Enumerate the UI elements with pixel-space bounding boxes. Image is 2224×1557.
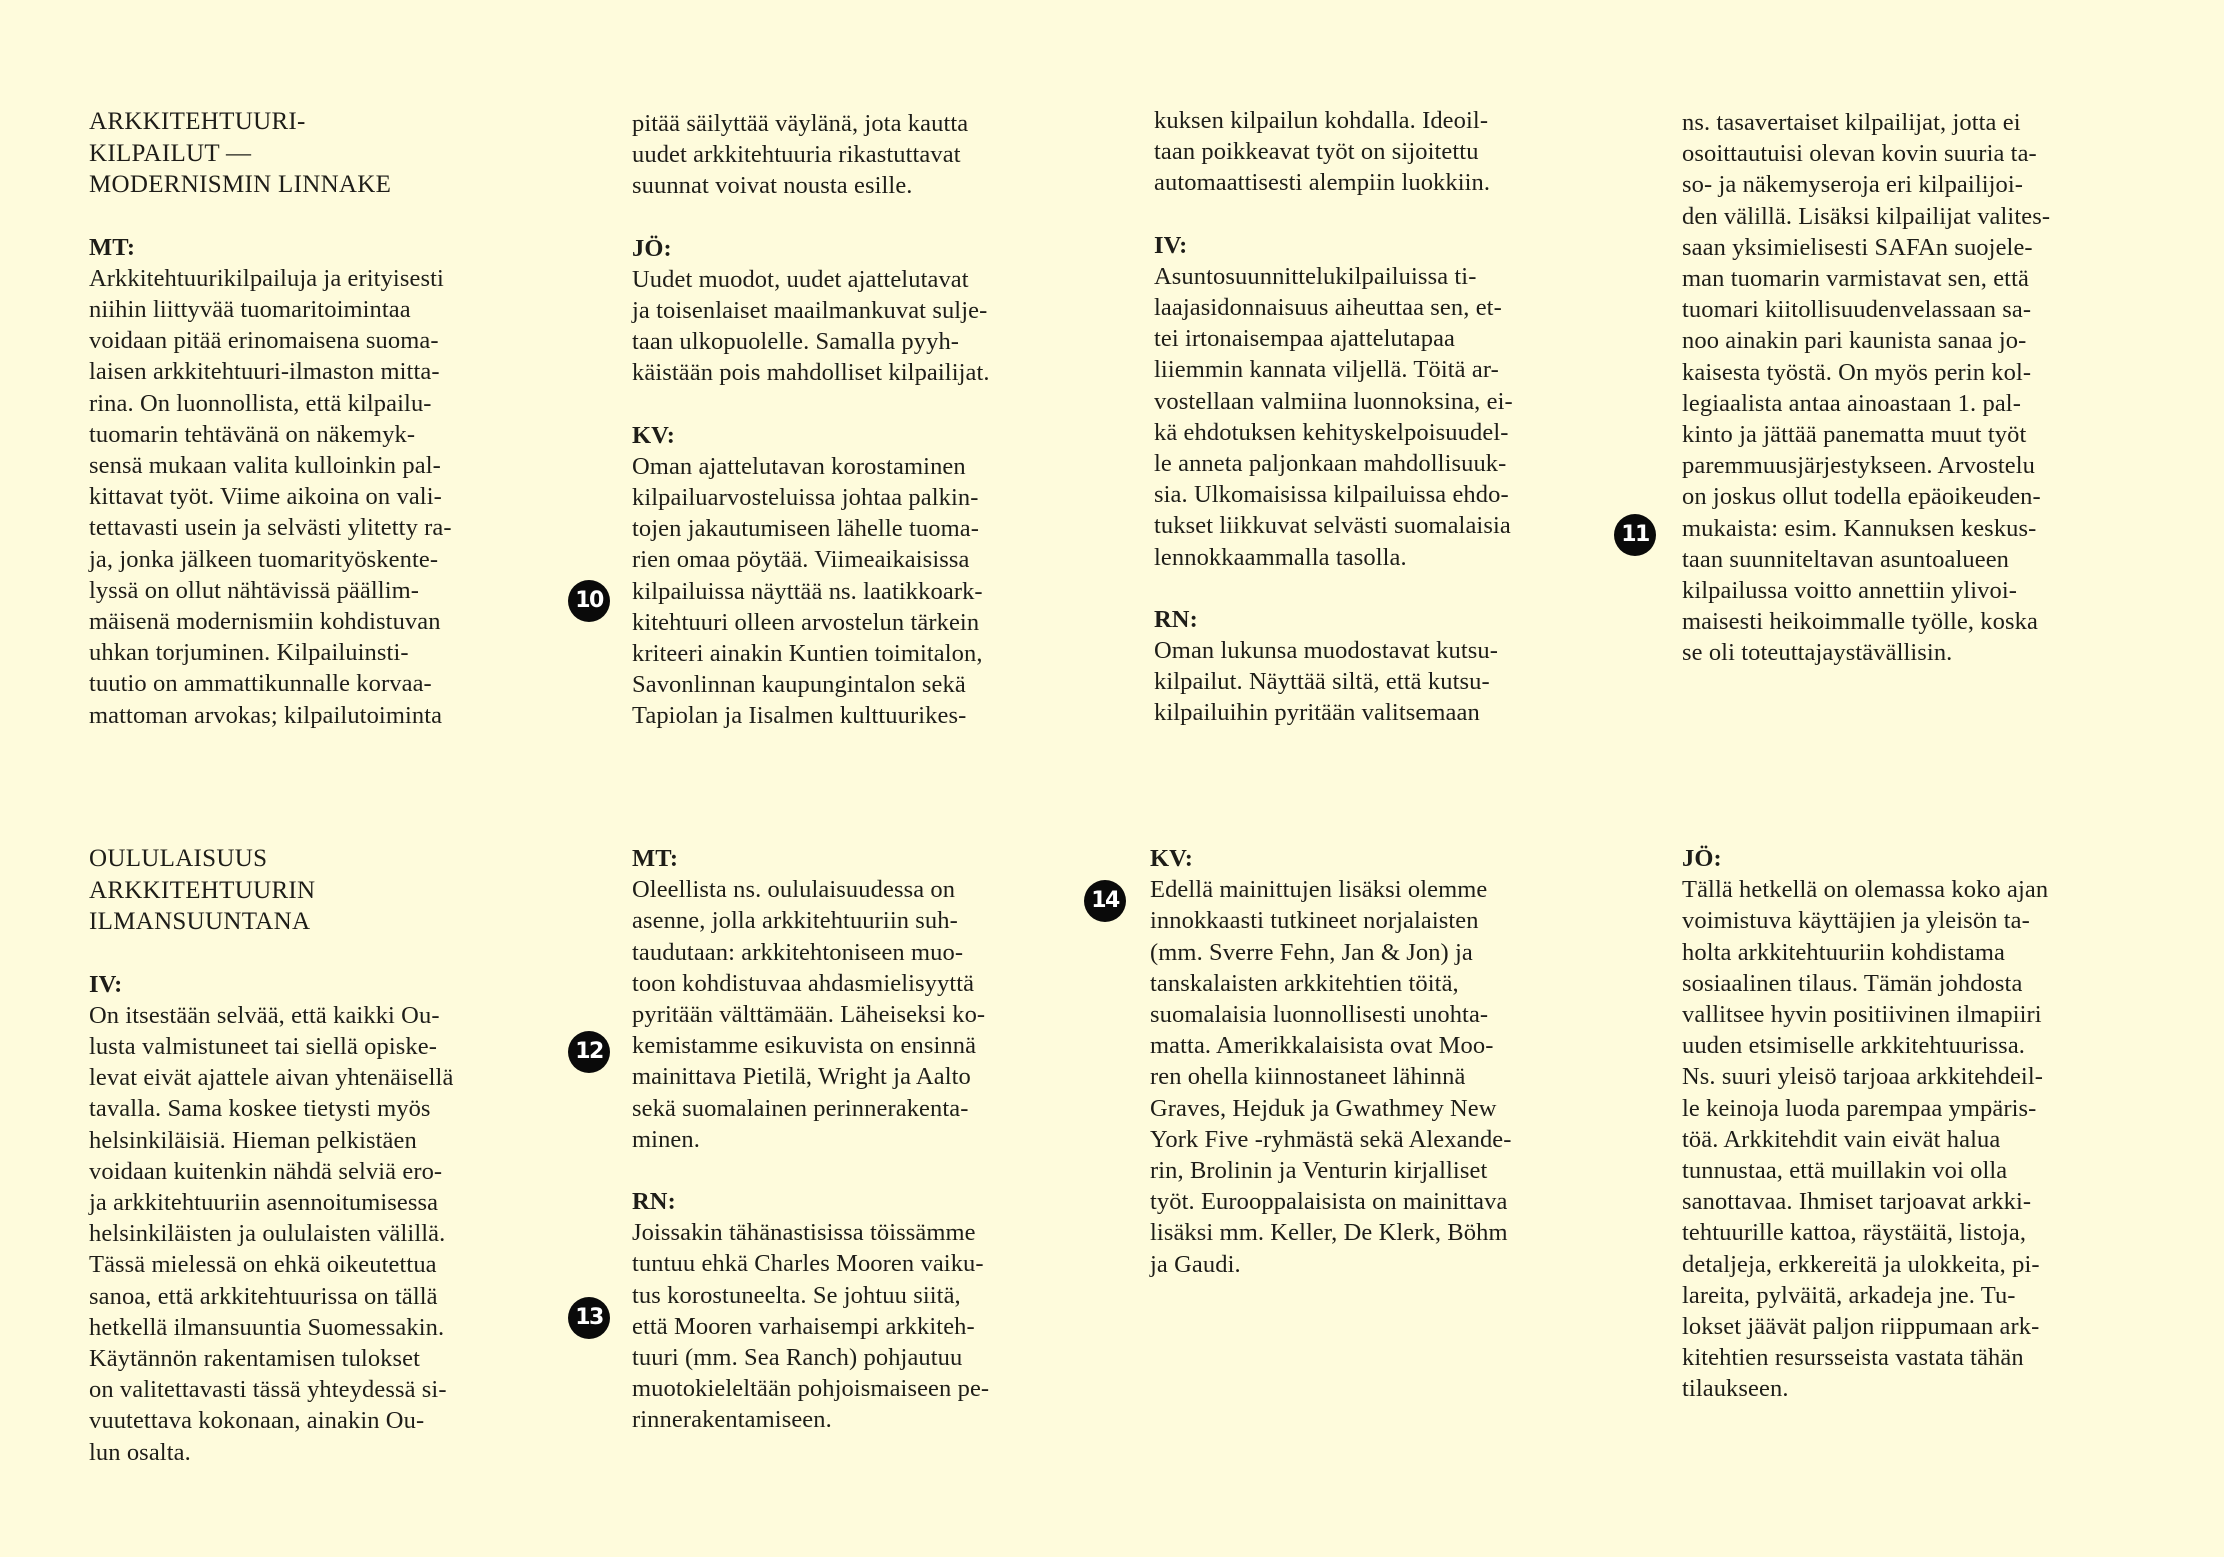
bottom-column-1: [89, 843, 559, 1468]
paragraph-continuation: pitää säilyttää väylänä, jota kautta uudet arkkitehtuuria rikastuttavat suunnat voivat nousta esille.: [632, 110, 969, 200]
paragraph: Oleellista ns. oululaisuudessa on asenne, jolla arkkitehtuuriin suh- taudutaan: arkkitehtoniseen muo- toon kohdistuvaa ahdasmielisyyttä pyritään välttämään. Läheiseksi ko- kemistamme esikuvista on ensinnä mainittava Pietilä, Wright ja Aalto sekä suomalainen perinnerakenta- minen.: [632, 876, 986, 1153]
speaker-label: JÖ:: [632, 234, 672, 262]
paragraph: Arkkitehtuurikilpailuja ja erityisesti niihin liittyvää tuomaritoimintaa voidaan pitää erinomaisena suoma- laisen arkkitehtuuri-ilmaston mitta- rina. On luonnollista, että kilpailu- tuomarin tehtävänä on näkemyk- sensä mukaan valita kulloinkin pal- kittavat työt. Viime aikoina on vali- tettavasti usein ja selvästi ylitetty ra- ja, jonka jälkeen tuomarityöskente- lyssä on ollut nähtävissä päällim- mäisenä modernismiin kohdistuvan uhkan torjuminen. Kilpailuinsti- tuutio on ammattikunnalle korvaa- mattoman arvokas; kilpailutoiminta: [89, 264, 452, 729]
section-heading-oululaisuus: OULULAISUUS ARKKITEHTUURIN ILMANSUUNTANA: [89, 845, 316, 935]
top-column-3: [1154, 105, 1624, 729]
speaker-label: RN:: [632, 1188, 676, 1216]
speaker-label: IV:: [1154, 231, 1188, 259]
speaker-label: MT:: [632, 845, 679, 872]
paragraph-continuation: ns. tasavertaiset kilpailijat, jotta ei osoittautuisi olevan kovin suuria ta- so- ja näkemyseroja eri kilpailijoi- den välillä. Lisäksi kilpailijat valites- saan yksimielisesti SAFAn suojele- man tuomarin varmistavat sen, että tuomari kiitollisuudenvelassaan sa- noo ainakin pari kaunista sanaa jo- kaisesta työstä. On myös perin kol- legiaalista antaa ainoastaan 1. pal- kinto ja jättää panematta muut työt paremmuusjärjestykseen. Arvostelu on joskus ollut todella epäoikeuden- mukaista: esim. Kannuksen keskus- taan suunniteltavan asuntoalueen kilpailussa voitto annettiin ylivoi- maisesti heikoimmalle työlle, koska se oli toteuttajaystävällisin.: [1682, 109, 2051, 667]
bottom-column-2: [632, 843, 1102, 1436]
bottom-column-4: [1682, 843, 2152, 1405]
paragraph: Edellä mainittujen lisäksi olemme innokkaasti tutkineet norjalaisten (mm. Sverre Fehn, Jan & Jon) ja tanskalaisten arkkitehtien töitä, suomalaisia luonnollisesti unohta- matta. Amerikkalaisista ovat Moo- ren ohella kiinnostaneet lähinnä Graves, Hejduk ja Gwathmey New York Five -ryhmästä sekä Alexande- rin, Brolinin ja Venturin kirjalliset työt. Eurooppalaisista on mainittava lisäksi mm. Keller, De Klerk, Böhm ja Gaudi.: [1150, 876, 1512, 1278]
paragraph-continuation: kuksen kilpailun kohdalla. Ideoil- taan poikkeavat työt on sijoitettu automaattisesti alempiin luokkiin.: [1154, 107, 1491, 197]
bottom-column-3: [1150, 843, 1620, 1280]
paragraph: Joissakin tähänastisissa töissämme tuntuu ehkä Charles Mooren vaiku- tus korostuneelta. Se johtuu siitä, että Mooren varhaisempi arkkiteh- tuuri (mm. Sea Ranch) pohjautuu muotokieleltään pohjoismaiseen pe- rinnerakentamiseen.: [632, 1219, 990, 1434]
top-column-4: [1682, 107, 2152, 669]
speaker-label: KV:: [1150, 845, 1193, 872]
paragraph: Tällä hetkellä on olemassa koko ajan voimistuva käyttäjien ja yleisön ta- holta arkkitehtuuriin kohdistama sosiaalinen tilaus. Tämän johdosta vallitsee hyvin positiivinen ilmapiiri uuden etsimiselle arkkitehtuurissa. Ns. suuri yleisö tarjoaa arkkitehdeil- le keinoja luoda parempaa ympäris- töä. Arkkitehdit vain eivät halua tunnustaa, että muillakin voi olla sanottavaa. Ihmiset tarjoavat arkki- tehtuurille kattoa, räystäitä, listoja, detaljeja, erkkereitä ja ulokkeita, pi- lareita, pylväitä, arkadeja jne. Tu- lokset jäävät paljon riippumaan ark- kitehtien resursseista vastata tähän tilaukseen.: [1682, 876, 2049, 1403]
number-badge-14: 14: [1084, 880, 1126, 922]
speaker-label: IV:: [89, 970, 123, 998]
top-column-2: [632, 108, 1102, 732]
speaker-label: KV:: [632, 421, 675, 449]
section-heading-competitions: ARKKITEHTUURI- KILPAILUT — MODERNISMIN LINNAKE: [89, 108, 392, 198]
speaker-label: RN:: [1154, 605, 1198, 633]
paragraph: Oman lukunsa muodostavat kutsu- kilpailut. Näyttää siltä, että kutsu- kilpailuihin pyritään valitsemaan: [1154, 637, 1499, 727]
number-badge-12: 12: [568, 1031, 610, 1073]
number-badge-10: 10: [568, 580, 610, 622]
paragraph: Uudet muodot, uudet ajattelutavat ja toisenlaiset maailmankuvat sulje- taan ulkopuolelle. Samalla pyyh- käistään pois mahdolliset kilpailijat.: [632, 265, 990, 387]
paragraph: Asuntosuunnittelukilpailuissa ti- laajasidonnaisuus aiheuttaa sen, et- tei irtonaisempaa ajattelutapaa liiemmin kannata viljellä. Töitä ar- vostellaan valmiina luonnoksina, ei- kä ehdotuksen kehityskelpoisuudel- le anneta paljonkaan mahdollisuuk- sia. Ulkomaisissa kilpailuissa ehdo- tukset liikkuvat selvästi suomalaisia lennokkaammalla tasolla.: [1154, 262, 1513, 571]
speaker-label: MT:: [89, 233, 136, 261]
speaker-label: JÖ:: [1682, 845, 1722, 872]
number-badge-13: 13: [568, 1297, 610, 1339]
paragraph: Oman ajattelutavan korostaminen kilpailuarvosteluissa johtaa palkin- tojen jakautumiseen lähelle tuoma- rien omaa pöytää. Viimeaikaisissa kilpailuissa näyttää ns. laatikkoark- kitehtuuri olleen arvostelun tärkein kriteeri ainakin Kuntien toimitalon, Savonlinnan kaupungintalon sekä Tapiolan ja Iisalmen kulttuurikes-: [632, 452, 983, 730]
number-badge-11: 11: [1614, 514, 1656, 556]
top-column-1: [89, 106, 559, 731]
paragraph: On itsestään selvää, että kaikki Ou- lusta valmistuneet tai siellä opiske- levat eivät ajattele aivan yhtenäisellä tavalla. Sama koskee tietysti myös helsinkiläisiä. Hieman pelkistäen voidaan kuitenkin nähdä selviä ero- ja arkkitehtuuriin asennoitumisessa helsinkiläisten ja oululaisten välillä. Tässä mielessä on ehkä oikeutettua sanoa, että arkkitehtuurissa on tällä hetkellä ilmansuuntia Suomessakin. Käytännön rakentamisen tulokset on valitettavasti tässä yhteydessä si- vuutettava kokonaan, ainakin Ou- lun osalta.: [89, 1001, 454, 1466]
